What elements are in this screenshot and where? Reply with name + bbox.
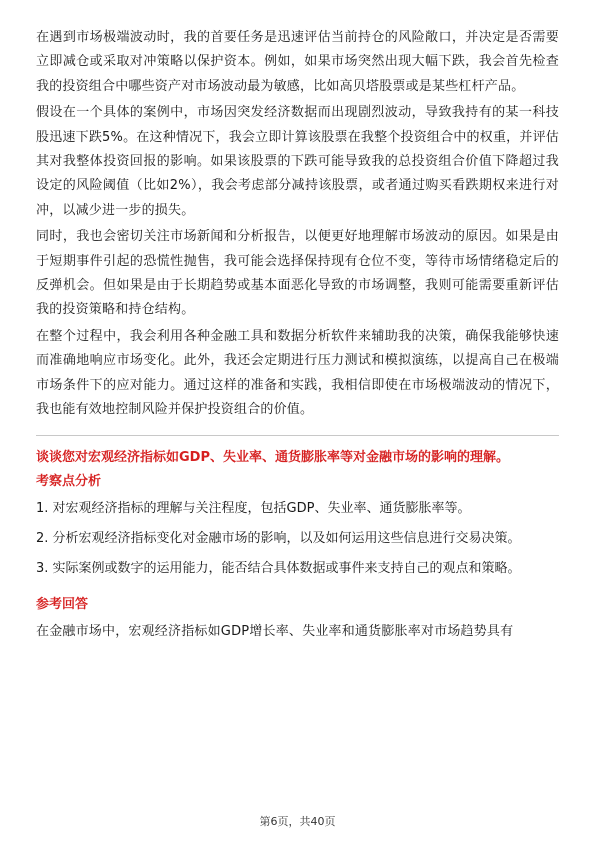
page-number: 第6页，共40页	[259, 815, 336, 828]
body-paragraph: 在遇到市场极端波动时，我的首要任务是迅速评估当前持仓的风险敞口，并决定是否需要立即减仓或采取对冲策略以保护资本。例如，如果市场突然出现大幅下跌，我会首先检查我的投资组合中哪些资产对市场波动最为敏感，比如高贝塔股票或是某些杠杆产品。	[36, 30, 559, 94]
analysis-point: 1. 对宏观经济指标的理解与关注程度，包括GDP、失业率、通货膨胀率等。	[36, 500, 471, 516]
analysis-point: 3. 实际案例或数字的运用能力，能否结合具体数据或事件来支持自己的观点和策略。	[36, 561, 521, 577]
analysis-point: 2. 分析宏观经济指标变化对金融市场的影响，以及如何运用这些信息进行交易决策。	[36, 530, 521, 546]
answer-title: 参考回答	[36, 596, 89, 612]
body-paragraph: 假设在一个具体的案例中，市场因突发经济数据而出现剧烈波动，导致我持有的某一科技股迅速下跌5%。在这种情况下，我会立即计算该股票在我整个投资组合中的权重，并评估其对我整体投资回报的影响。如果该股票的下跌可能导致我的总投资组合价值下降超过我设定的风险阈值（比如2%），我会考虑部分减持该股票，或者通过购买看跌期权来进行对冲，以减少进一步的损失。	[36, 105, 559, 218]
section-divider	[36, 435, 559, 436]
body-paragraph: 同时，我也会密切关注市场新闻和分析报告，以便更好地理解市场波动的原因。如果是由于短期事件引起的恐慌性抛售，我可能会选择保持现有仓位不变，等待市场情绪稳定后的反弹机会。但如果是由于长期趋势或基本面恶化导致的市场调整，我则可能需要重新评估我的投资策略和持仓结构。	[36, 229, 559, 318]
answer-text: 在金融市场中，宏观经济指标如GDP增长率、失业率和通货膨胀率对市场趋势具有	[36, 623, 514, 639]
analysis-title: 考察点分析	[36, 473, 102, 489]
body-paragraph: 在整个过程中，我会利用各种金融工具和数据分析软件来辅助我的决策，确保我能够快速而准确地响应市场变化。此外，我还会定期进行压力测试和模拟演练，以提高自己在极端市场条件下的应对能力。通过这样的准备和实践，我相信即使在市场极端波动的情况下，我也能有效地控制风险并保护投资组合的价值。	[36, 328, 559, 418]
question-heading: 谈谈您对宏观经济指标如GDP、失业率、通货膨胀率等对金融市场的影响的理解。	[36, 449, 509, 465]
document-body	[36, 26, 559, 646]
